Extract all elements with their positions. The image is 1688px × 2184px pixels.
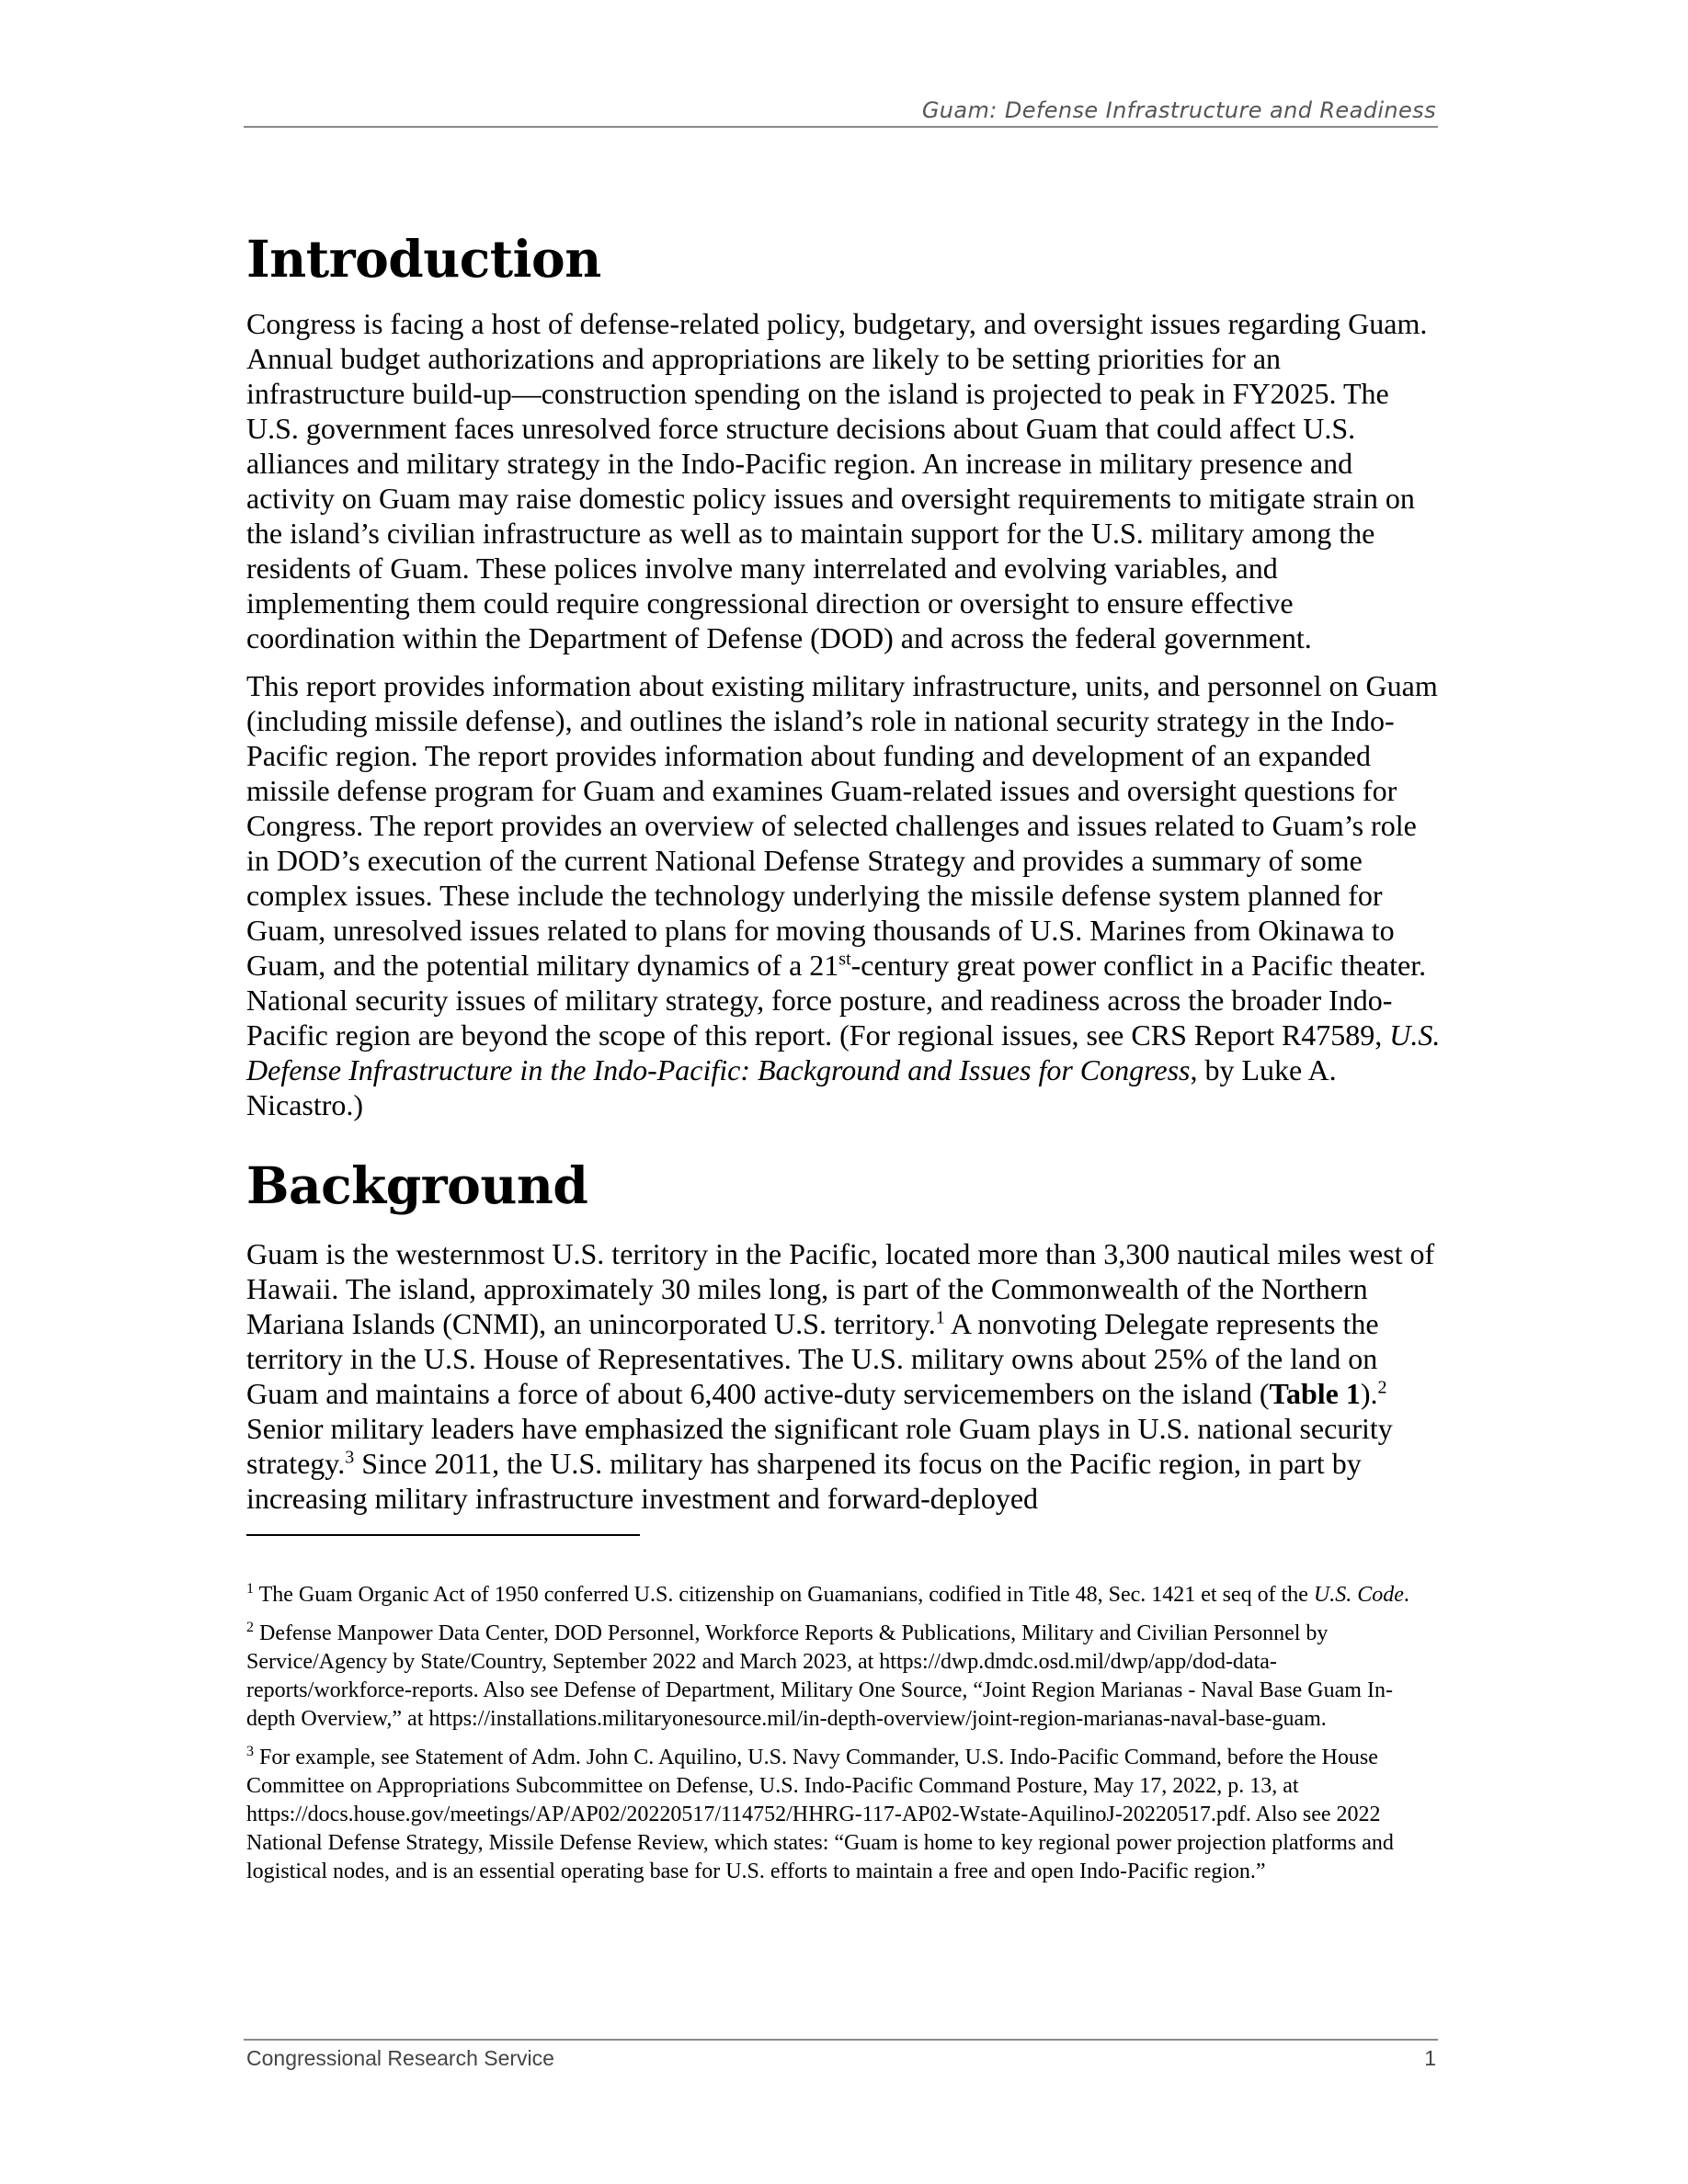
header-rule [244, 126, 1438, 128]
background-text-e: Since 2011, the U.S. military has sharpened its focus on the Pacific region, in part by increasing military infrastructure investment and forward-deployed [246, 1447, 1362, 1515]
footnote-separator [246, 1534, 640, 1536]
footnote-1-italic: U.S. Code [1313, 1583, 1404, 1607]
footnote-number-2: 2 [246, 1620, 254, 1635]
footer-rule [244, 2039, 1438, 2041]
footnote-number-3: 3 [246, 1744, 254, 1759]
footnote-3-text: For example, see Statement of Adm. John C. Aquilino, U.S. Navy Commander, U.S. Indo-Pacific Command, before the House Committee on Appropriations Subcommittee on Defense, U.S. Indo-Pacific Command Posture, May 17, 2022, p. 13, at https://docs.house.gov/meetings/AP/AP02/20220517/114752/HHRG-117-AP02-Wstate-AquilinoJ-20220517.pdf. Also see 2022 National Defense Strategy, Missile Defense Review, which states: “Guam is home to key regional power projection platforms and logistical nodes, and is an essential operating base for U.S. efforts to maintain a free and open Indo-Pacific region.” [246, 1746, 1394, 1883]
page-number: 1 [1424, 2046, 1436, 2070]
footnote-1-end: . [1403, 1583, 1409, 1607]
footnote-ref-3[interactable]: 3 [345, 1447, 355, 1468]
section-heading-background: Background [246, 1155, 588, 1215]
ordinal-superscript: st [838, 949, 851, 970]
footnote-ref-2[interactable]: 2 [1377, 1377, 1387, 1398]
footnote-number-1: 1 [246, 1581, 254, 1597]
background-text-d: Senior military leaders have emphasized the significant role Guam plays in U.S. national security strategy. [246, 1412, 1393, 1480]
background-paragraph [246, 1236, 1443, 1516]
footnotes [246, 1581, 1442, 1896]
background-text-a: Guam is the westernmost U.S. territory in the Pacific, located more than 3,300 nautical miles west of Hawaii. The island, approximately 30 miles long, is part of the Commonwealth of the Northern Mariana Islands (CNMI), an unincorporated U.S. territory. [246, 1237, 1435, 1340]
background-text-b: A nonvoting Delegate represents the territory in the U.S. House of Representatives. The U.S. military owns about 25% of the land on Guam and maintains a force of about 6,400 active-duty servicemembers on the island ( [246, 1307, 1379, 1410]
footnote-2-text: Defense Manpower Data Center, DOD Personnel, Workforce Reports & Publications, Military and Civilian Personnel by Service/Agency by State/Country, September 2022 and March 2023, at https://dwp.dmdc.osd.mil/dwp/app/dod-data-reports/workforce-reports. Also see Defense of Department, Military One Source, “Joint Region Marianas - Naval Base Guam In-depth Overview,” at https://installations.militaryonesource.mil/in-depth-overview/joint-region-marianas-naval-base-guam. [246, 1621, 1393, 1731]
footnote-1-text: The Guam Organic Act of 1950 conferred U.S. citizenship on Guamanians, codified in Title 48, Sec. 1421 et seq of the [254, 1583, 1314, 1607]
running-header: Guam: Defense Infrastructure and Readiness [921, 97, 1436, 123]
introduction-paragraph-2-text-b: -century great power conflict in a Pacific theater. National security issues of military strategy, force posture, and readiness across the broader Indo-Pacific region are beyond the scope of this report. (For regional issues, see CRS Report R47589, [246, 949, 1427, 1052]
table-reference[interactable]: Table 1 [1269, 1377, 1361, 1410]
section-heading-introduction: Introduction [246, 229, 601, 289]
footnote-2 [246, 1620, 1442, 1734]
introduction-paragraph-2-text-c: , by Luke A. Nicastro.) [246, 1053, 1337, 1121]
footnote-ref-1[interactable]: 1 [935, 1307, 945, 1328]
introduction-paragraph-1: Congress is facing a host of defense-related policy, budgetary, and oversight issues regarding Guam. Annual budget authorizations and appropriations are likely to be setting priorities for an infrastructure build-up—construction spending on the island is projected to peak in FY2025. The U.S. government faces unresolved force structure decisions about Guam that could affect U.S. alliances and military strategy in the Indo-Pacific region. An increase in military presence and activity on Guam may raise domestic policy issues and oversight requirements to mitigate strain on the island’s civilian infrastructure as well as to maintain support for the U.S. military among the residents of Guam. These polices involve many interrelated and evolving variables, and implementing them could require congressional direction or oversight to ensure effective coordination within the Department of Defense (DOD) and across the federal government. [246, 307, 1428, 654]
introduction-paragraph-2-text-a: This report provides information about existing military infrastructure, units, and personnel on Guam (including missile defense), and outlines the island’s role in national security strategy in the Indo-Pacific region. The report provides information about funding and development of an expanded missile defense program for Guam and examines Guam-related issues and oversight questions for Congress. The report provides an overview of selected challenges and issues related to Guam’s role in DOD’s execution of the current National Defense Strategy and provides a summary of some complex issues. These include the technology underlying the missile defense system planned for Guam, unresolved issues related to plans for moving thousands of U.S. Marines from Okinawa to Guam, and the potential military dynamics of a 21 [246, 669, 1438, 982]
report-title-citation: U.S. Defense Infrastructure in the Indo-Pacific: Background and Issues for Congress [246, 1018, 1441, 1086]
background-text-c: ). [1360, 1377, 1378, 1410]
footnote-1 [246, 1581, 1442, 1610]
footnote-3 [246, 1744, 1442, 1886]
introduction-paragraph-2 [246, 668, 1443, 1122]
footer-publisher: Congressional Research Service [246, 2046, 554, 2070]
